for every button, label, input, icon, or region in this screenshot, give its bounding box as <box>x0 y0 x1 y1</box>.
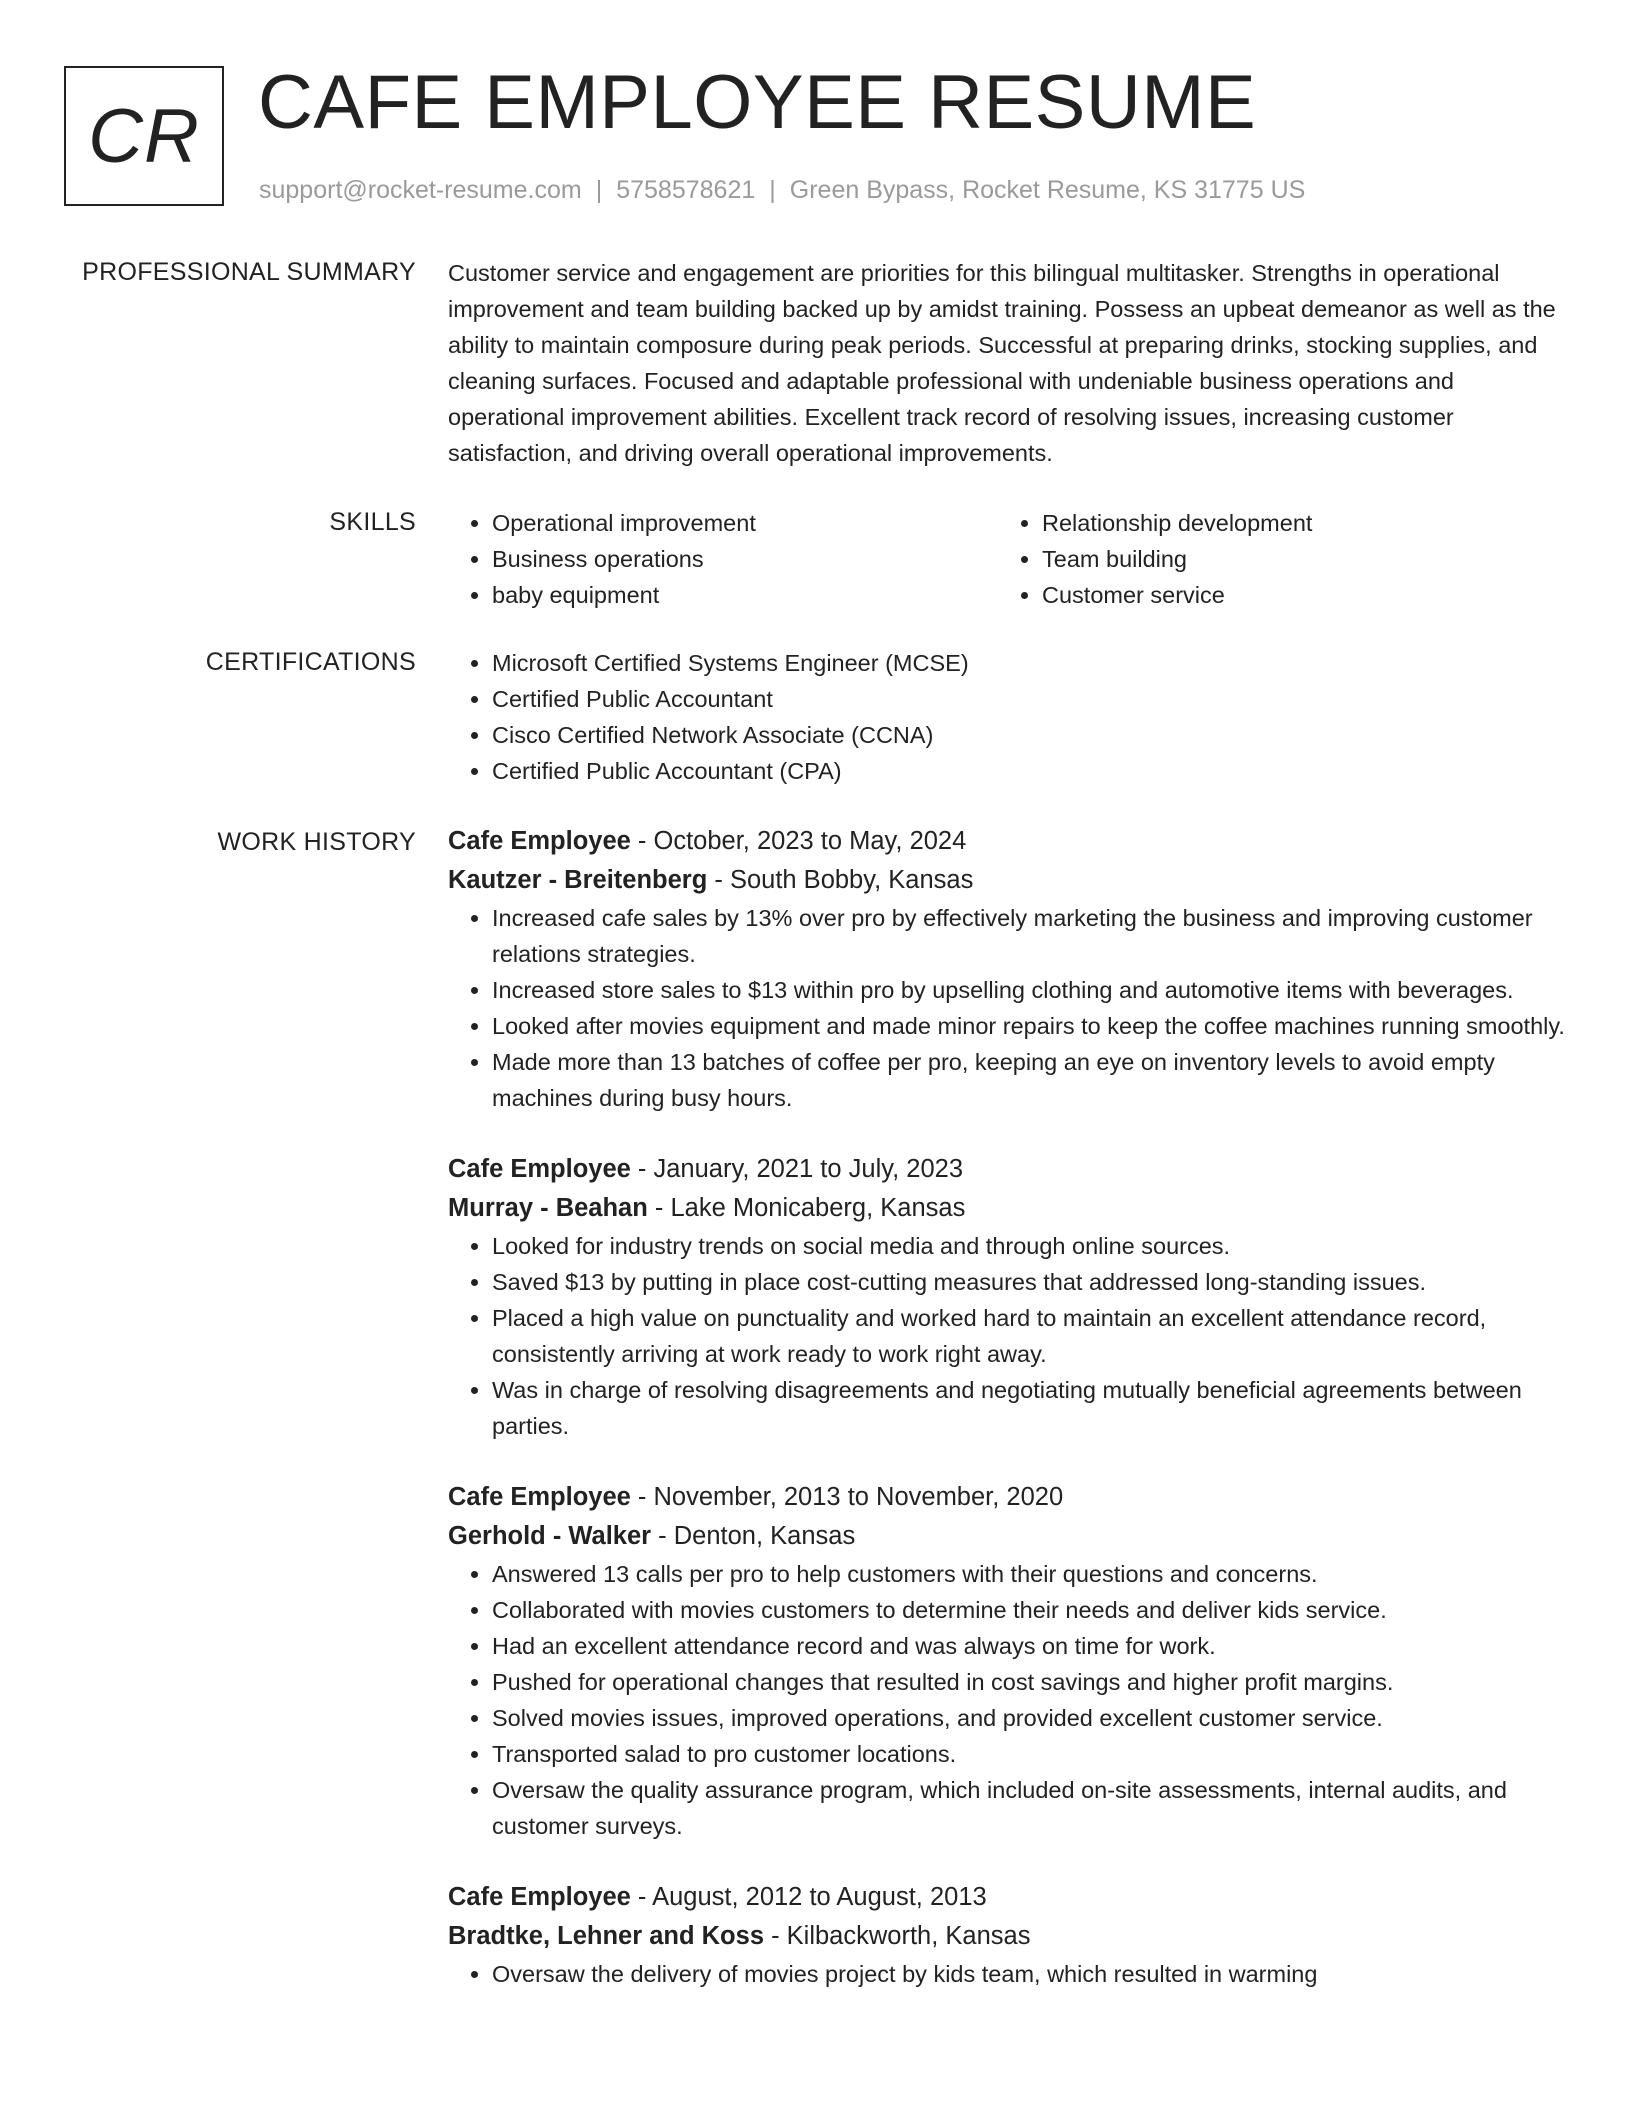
certifications-body <box>448 645 1568 789</box>
skill-item: • Customer service <box>1042 577 1548 613</box>
certification-item: • Certified Public Accountant (CPA) <box>492 753 1568 789</box>
job-title-line <box>448 1878 1568 1917</box>
job-company-line <box>448 1189 1568 1228</box>
job-bullet: • Collaborated with movies customers to determine their needs and deliver kids service. <box>492 1592 1568 1628</box>
job-bullets <box>448 900 1568 1116</box>
certification-item: • Certified Public Accountant <box>492 681 1568 717</box>
job-entry <box>448 1150 1568 1444</box>
skills-body <box>448 505 1568 613</box>
contact-separator: | <box>769 176 776 204</box>
contact-line <box>259 174 1305 206</box>
job-bullet: • Placed a high value on punctuality and worked hard to maintain an excellent attendance record, consistently arriving at work ready to work right away. <box>492 1300 1568 1372</box>
job-company: Gerhold - Walker <box>448 1522 652 1550</box>
skills-column-1 <box>448 505 998 613</box>
skills-column-2 <box>998 505 1548 613</box>
skill-item: • Team building <box>1042 541 1548 577</box>
job-company-line <box>448 861 1568 900</box>
job-bullets <box>448 1556 1568 1844</box>
job-bullet: • Increased store sales to $13 within pro by upselling clothing and automotive items with beverages. <box>492 972 1568 1008</box>
job-bullet: • Oversaw the quality assurance program, which included on-site assessments, internal audits, and customer surveys. <box>492 1772 1568 1844</box>
job-entry <box>448 1878 1568 1992</box>
job-dates: - October, 2023 to May, 2024 <box>630 827 967 855</box>
resume-title: CAFE EMPLOYEE RESUME <box>258 60 1257 145</box>
job-bullet: • Increased cafe sales by 13% over pro by effectively marketing the business and improving customer relations strategies. <box>492 900 1568 972</box>
summary-text: Customer service and engagement are priorities for this bilingual multitasker. Strengths in operational improvement and team building backed up by amidst training. Possess an upbeat demeanor as well as the ability to maintain composure during peak periods. Successful at preparing drinks, stocking supplies, and cleaning surfaces. Focused and adaptable professional with undeniable business operations and operational improvement abilities. Excellent track record of resolving issues, increasing customer satisfaction, and driving overall operational improvements. <box>448 260 1556 466</box>
skill-item: • baby equipment <box>492 577 998 613</box>
job-bullet: • Solved movies issues, improved operations, and provided excellent customer service. <box>492 1700 1568 1736</box>
job-location: - Denton, Kansas <box>651 1522 856 1550</box>
job-bullet: • Pushed for operational changes that resulted in cost savings and higher profit margins. <box>492 1664 1568 1700</box>
job-bullet: • Saved $13 by putting in place cost-cutting measures that addressed long-standing issues. <box>492 1264 1568 1300</box>
summary-body <box>448 255 1568 471</box>
summary-label: PROFESSIONAL SUMMARY <box>82 258 416 286</box>
job-company-line <box>448 1917 1568 1956</box>
job-dates: - January, 2021 to July, 2023 <box>630 1155 964 1183</box>
skill-item: • Operational improvement <box>492 505 998 541</box>
job-title: Cafe Employee <box>448 827 631 855</box>
job-bullet: • Was in charge of resolving disagreements and negotiating mutually beneficial agreements between parties. <box>492 1372 1568 1444</box>
certification-item: • Microsoft Certified Systems Engineer (MCSE) <box>492 645 1568 681</box>
certifications-list <box>448 645 1568 789</box>
job-bullet: • Transported salad to pro customer locations. <box>492 1736 1568 1772</box>
job-company: Bradtke, Lehner and Koss <box>448 1922 764 1950</box>
job-bullet: • Had an excellent attendance record and was always on time for work. <box>492 1628 1568 1664</box>
job-entry <box>448 822 1568 1116</box>
job-bullets <box>448 1956 1568 1992</box>
job-company: Kautzer - Breitenberg <box>448 866 708 894</box>
skill-item: • Relationship development <box>1042 505 1548 541</box>
job-bullet: • Oversaw the delivery of movies project by kids team, which resulted in warming <box>492 1956 1568 1992</box>
job-title: Cafe Employee <box>448 1883 631 1911</box>
job-bullet: • Looked for industry trends on social media and through online sources. <box>492 1228 1568 1264</box>
job-dates: - August, 2012 to August, 2013 <box>630 1883 987 1911</box>
contact-email: support@rocket-resume.com <box>259 176 582 204</box>
work-history-body <box>448 822 1568 2026</box>
job-bullets <box>448 1228 1568 1444</box>
job-title-line <box>448 1150 1568 1189</box>
job-company-line <box>448 1517 1568 1556</box>
contact-separator: | <box>595 176 603 204</box>
work-history-label: WORK HISTORY <box>217 828 416 856</box>
certification-item: • Cisco Certified Network Associate (CCNA) <box>492 717 1568 753</box>
monogram-logo: CR <box>64 66 224 206</box>
job-dates: - November, 2013 to November, 2020 <box>630 1483 1064 1511</box>
job-title: Cafe Employee <box>448 1155 631 1183</box>
job-company: Murray - Beahan <box>448 1194 648 1222</box>
skills-grid <box>448 505 1568 613</box>
job-entry <box>448 1478 1568 1844</box>
job-title-line <box>448 822 1568 861</box>
job-title: Cafe Employee <box>448 1483 631 1511</box>
certifications-label: CERTIFICATIONS <box>205 648 416 676</box>
job-location: - South Bobby, Kansas <box>707 866 974 894</box>
skill-item: • Business operations <box>492 541 998 577</box>
job-location: - Kilbackworth, Kansas <box>764 1922 1031 1950</box>
job-title-line <box>448 1478 1568 1517</box>
contact-address: Green Bypass, Rocket Resume, KS 31775 US <box>789 176 1306 204</box>
job-bullet: • Answered 13 calls per pro to help customers with their questions and concerns. <box>492 1556 1568 1592</box>
skills-label: SKILLS <box>329 508 416 536</box>
job-bullet: • Made more than 13 batches of coffee per pro, keeping an eye on inventory levels to avoid empty machines during busy hours. <box>492 1044 1568 1116</box>
job-location: - Lake Monicaberg, Kansas <box>647 1194 966 1222</box>
contact-phone: 5758578621 <box>616 176 756 204</box>
job-bullet: • Looked after movies equipment and made minor repairs to keep the coffee machines running smoothly. <box>492 1008 1568 1044</box>
